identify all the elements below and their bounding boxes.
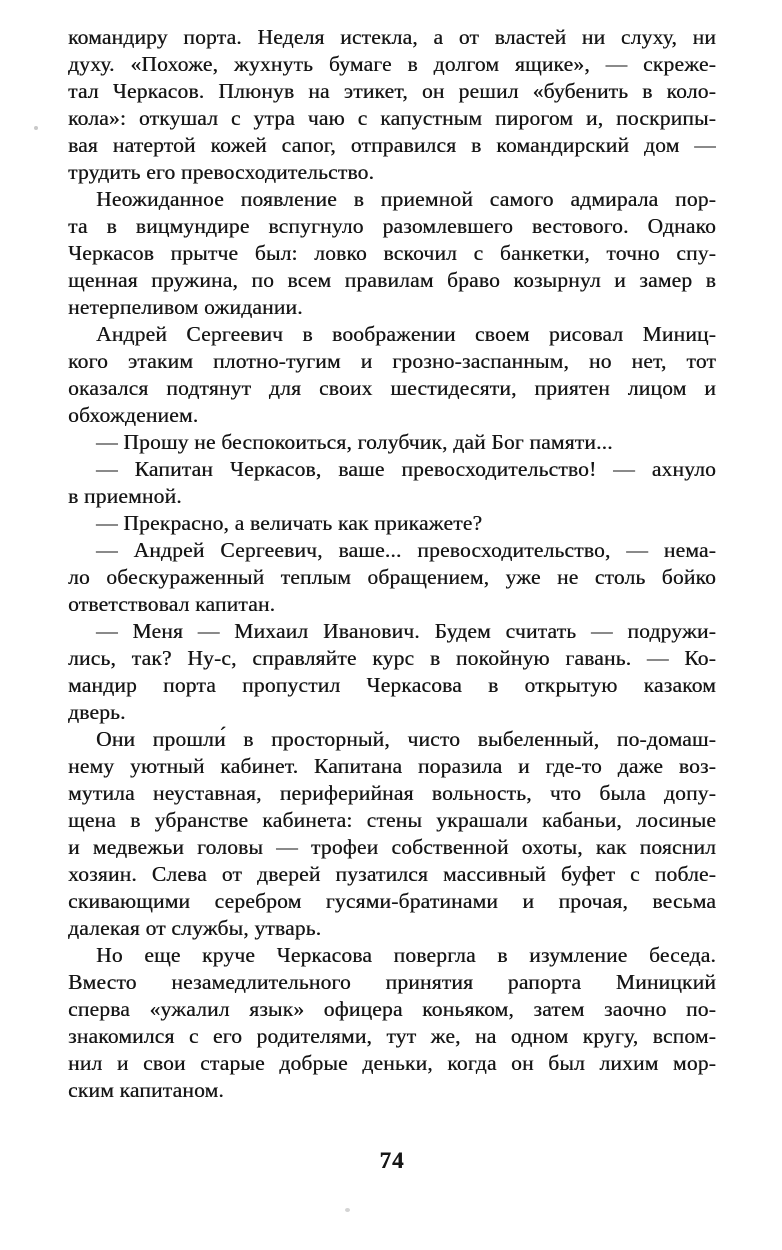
text-line: щенная пружина, по всем правилам браво козырнул и замер в [68, 268, 716, 292]
text-line: лись, так? Ну-с, справляйте курс в покойную гавань. — Ко- [68, 646, 716, 670]
text-line: ответствовал капитан. [68, 592, 276, 616]
text-line: кола»: откушал с утра чаю с капустным пирогом и, поскрипы- [68, 106, 716, 130]
paragraph [68, 537, 716, 618]
text-line: и медвежьи головы — трофеи собственной охоты, как пояснил [68, 835, 716, 859]
text-line: Но еще круче Черкасова повергла в изумление беседа. [96, 943, 716, 967]
text-line: сперва «ужалил язык» офицера коньяком, затем заочно по- [68, 997, 716, 1021]
paragraph [68, 186, 716, 321]
page-number: 74 [379, 1148, 405, 1173]
text-line: знакомился с его родителями, тут же, на одном кругу, вспом- [68, 1024, 716, 1048]
page-text [68, 24, 716, 1104]
paragraph [68, 942, 716, 1104]
scan-speck [345, 1208, 350, 1212]
text-line: — Прошу не беспокоиться, голубчик, дай Бог памяти... [96, 430, 613, 454]
text-line: хозяин. Слева от дверей пузатился массивный буфет с побле- [68, 862, 716, 886]
text-line: командиру порта. Неделя истекла, а от властей ни слуху, ни [68, 25, 716, 49]
text-line: — Капитан Черкасов, ваше превосходительство! — ахнуло [96, 457, 716, 481]
text-line: кого этаким плотно-тугим и грозно-заспанным, но нет, тот [68, 349, 716, 373]
text-line: мутила неуставная, периферийная вольность, что была допу- [68, 781, 716, 805]
paragraph [68, 510, 716, 537]
text-line: в приемной. [68, 484, 182, 508]
text-line: нему уютный кабинет. Капитана поразила и где-то даже воз- [68, 754, 716, 778]
paragraph [68, 429, 716, 456]
paragraph [68, 321, 716, 429]
text-line: мандир порта пропустил Черкасова в открытую казаком [68, 673, 716, 697]
text-line: — Прекрасно, а величать как прикажете? [96, 511, 483, 535]
text-line: нетерпеливом ожидании. [68, 295, 303, 319]
text-line: — Андрей Сергеевич, ваше... превосходительство, — нема- [96, 538, 716, 562]
text-line: нил и свои старые добрые деньки, когда он был лихим мор- [68, 1051, 716, 1075]
text-line: — Меня — Михаил Иванович. Будем считать — подружи- [96, 619, 716, 643]
text-line: ло обескураженный теплым обращением, уже не столь бойко [68, 565, 716, 589]
text-line: Они прошли́ в просторный, чисто выбеленный, по-домаш- [96, 727, 716, 751]
text-line: вая натертой кожей сапог, отправился в командирский дом — [68, 133, 716, 157]
paragraph [68, 618, 716, 726]
paragraph [68, 726, 716, 942]
text-line: та в вицмундире вспугнуло разомлевшего вестового. Однако [68, 214, 716, 238]
text-line: духу. «Похоже, жухнуть бумаге в долгом ящике», — скреже- [68, 52, 716, 76]
text-line: Вместо незамедлительного принятия рапорта Миницкий [68, 970, 716, 994]
scan-speck [34, 126, 38, 130]
text-line: ским капитаном. [68, 1078, 224, 1102]
text-line: дверь. [68, 700, 126, 724]
text-line: щена в убранстве кабинета: стены украшали кабаньи, лосиные [68, 808, 716, 832]
text-line: далекая от службы, утварь. [68, 916, 322, 940]
text-line: обхождением. [68, 403, 199, 427]
text-line: оказался подтянут для своих шестидесяти, приятен лицом и [68, 376, 716, 400]
text-line: скивающими серебром гусями-братинами и прочая, весьма [68, 889, 716, 913]
text-line: Андрей Сергеевич в воображении своем рисовал Миниц- [96, 322, 716, 346]
text-line: Черкасов прытче был: ловко вскочил с банкетки, точно спу- [68, 241, 716, 265]
paragraph [68, 456, 716, 510]
text-line: Неожиданное появление в приемной самого адмирала пор- [96, 187, 716, 211]
paragraph [68, 24, 716, 186]
text-line: трудить его превосходительство. [68, 160, 375, 184]
text-line: тал Черкасов. Плюнув на этикет, он решил «бубенить в коло- [68, 79, 716, 103]
